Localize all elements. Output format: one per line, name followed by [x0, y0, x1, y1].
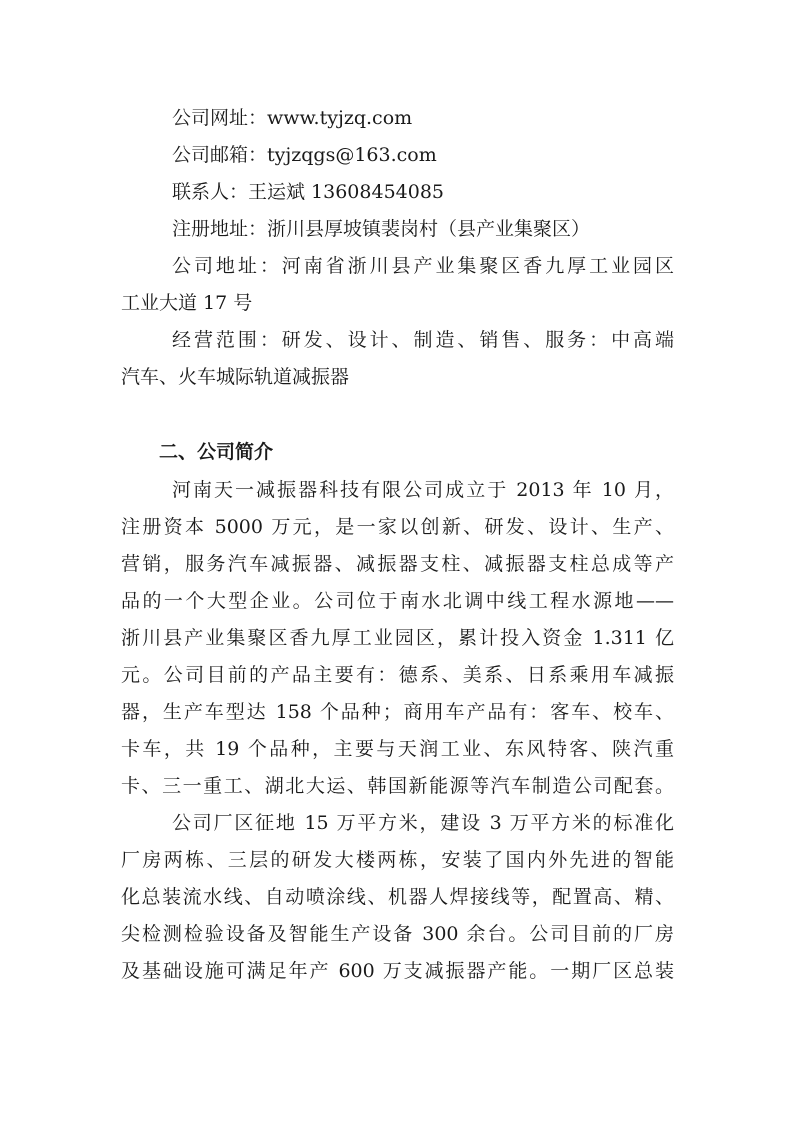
section-spacer — [121, 396, 674, 432]
section-heading: 二、公司简介 — [159, 441, 274, 463]
business-scope-line-1: 经营范围：研发、设计、制造、销售、服务：中高端 — [172, 329, 674, 351]
factory-line-5: 及基础设施可满足年产 600 万支减振器产能。一期厂区总装 — [121, 960, 674, 982]
intro-line-8: 卡车，共 19 个品种，主要与天润工业、东风特客、陕汽重 — [121, 738, 674, 760]
intro-line-1: 河南天一减振器科技有限公司成立于 2013 年 10 月， — [172, 479, 674, 501]
contact-person: 联系人：王运斌 13608454085 — [172, 181, 445, 203]
intro-line-3: 营销，服务汽车减振器、减振器支柱、减振器支柱总成等产 — [121, 553, 674, 575]
intro-line-9: 卡、三一重工、湖北大运、韩国新能源等汽车制造公司配套。 — [121, 775, 674, 797]
intro-line-5: 浙川县产业集聚区香九厚工业园区，累计投入资金 1.311 亿 — [121, 627, 674, 649]
factory-line-2: 厂房两栋、三层的研发大楼两栋，安装了国内外先进的智能 — [121, 849, 674, 871]
business-scope-line-2: 汽车、火车城际轨道减振器 — [121, 366, 350, 388]
registered-address: 注册地址：浙川县厚坡镇裴岗村（县产业集聚区） — [172, 218, 591, 240]
factory-line-3: 化总装流水线、自动喷涂线、机器人焊接线等，配置高、精、 — [121, 886, 674, 908]
factory-line-4: 尖检测检验设备及智能生产设备 300 余台。公司目前的厂房 — [121, 923, 674, 945]
intro-line-7: 器，生产车型达 158 个品种；商用车产品有：客车、校车、 — [121, 701, 674, 723]
contact-email: 公司邮箱：tyjzqgs@163.com — [172, 144, 437, 166]
intro-line-6: 元。公司目前的产品主要有：德系、美系、日系乘用车减振 — [121, 664, 674, 686]
contact-website: 公司网址：www.tyjzq.com — [172, 107, 413, 129]
company-address-line-2: 工业大道 17 号 — [121, 292, 253, 314]
company-address-line-1: 公司地址：河南省浙川县产业集聚区香九厚工业园区 — [172, 255, 674, 277]
factory-line-1: 公司厂区征地 15 万平方米，建设 3 万平方米的标准化 — [172, 812, 674, 834]
intro-line-4: 品的一个大型企业。公司位于南水北调中线工程水源地—— — [121, 590, 674, 612]
intro-line-2: 注册资本 5000 万元，是一家以创新、研发、设计、生产、 — [121, 516, 674, 538]
